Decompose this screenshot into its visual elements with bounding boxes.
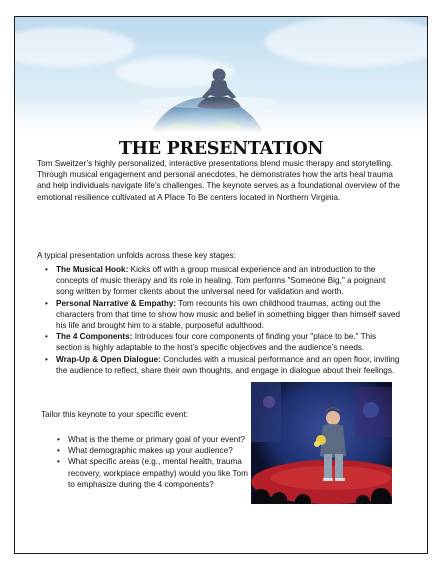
stage-title: The Musical Hook: — [56, 265, 129, 274]
question-item: • What demographic makes up your audience? — [54, 445, 254, 456]
stages-intro: A typical presentation unfolds across these key stages: — [37, 251, 236, 260]
intro-paragraph: Tom Sweitzer’s highly personalized, interactive presentations blend music therapy and storytelling. Through musical engagement and personal anecdotes, he demonstrates how the arts heal trauma and help individuals navigate life’s challenges. The keynote serves as a foundational overview of the emotional resilience cultivated at A Place To Be centers located in Northern Virginia. — [37, 159, 400, 202]
page-title: THE PRESENTATION — [118, 139, 324, 159]
stage-item — [42, 264, 404, 298]
stage-scene-illustration — [251, 382, 392, 504]
stage-text: Introduces four core components of finding your "place to be." This section is highly adaptable to the host’s specific objectives and the audience’s needs. — [56, 332, 377, 353]
stage-text: Tom recounts his own childhood traumas, acting out the characters from that time to show how music and belief in something bigger than himself saved his life and brought him to a stable, purposeful adulthood. — [56, 298, 401, 331]
stage-title: The 4 Components: — [56, 332, 133, 342]
stage-item — [42, 298, 404, 332]
speaker-photo — [251, 382, 392, 504]
stage-text: Concludes with a musical performance and an open floor, inviting the audience to reflect, share their own thoughts, and engage in dialogue about their feelings. — [56, 354, 400, 375]
tailor-heading: Tailor this keynote to your specific event: — [41, 410, 188, 419]
stage-item — [42, 354, 404, 376]
stages-list — [42, 264, 404, 376]
question-item: • What is the theme or primary goal of your event? — [54, 434, 254, 445]
banner-image — [15, 17, 427, 133]
questions-list — [54, 434, 254, 490]
stage-text: Kicks off with a group musical experience and an introduction to the concepts of music therapy and its role in healing. Tom performs "Someone Big," a poignant song written by former clients about the universal need for validation and worth. — [56, 265, 386, 297]
stage-title: Wrap-Up & Open Dialogue: — [56, 354, 161, 364]
question-item: • What specific areas (e.g., mental health, trauma recovery, workplace empathy) would you like Tom to emphasize during the 4 components? — [54, 456, 254, 490]
stage-title: Personal Narrative & Empathy: — [56, 298, 177, 308]
stage-item — [42, 331, 404, 353]
